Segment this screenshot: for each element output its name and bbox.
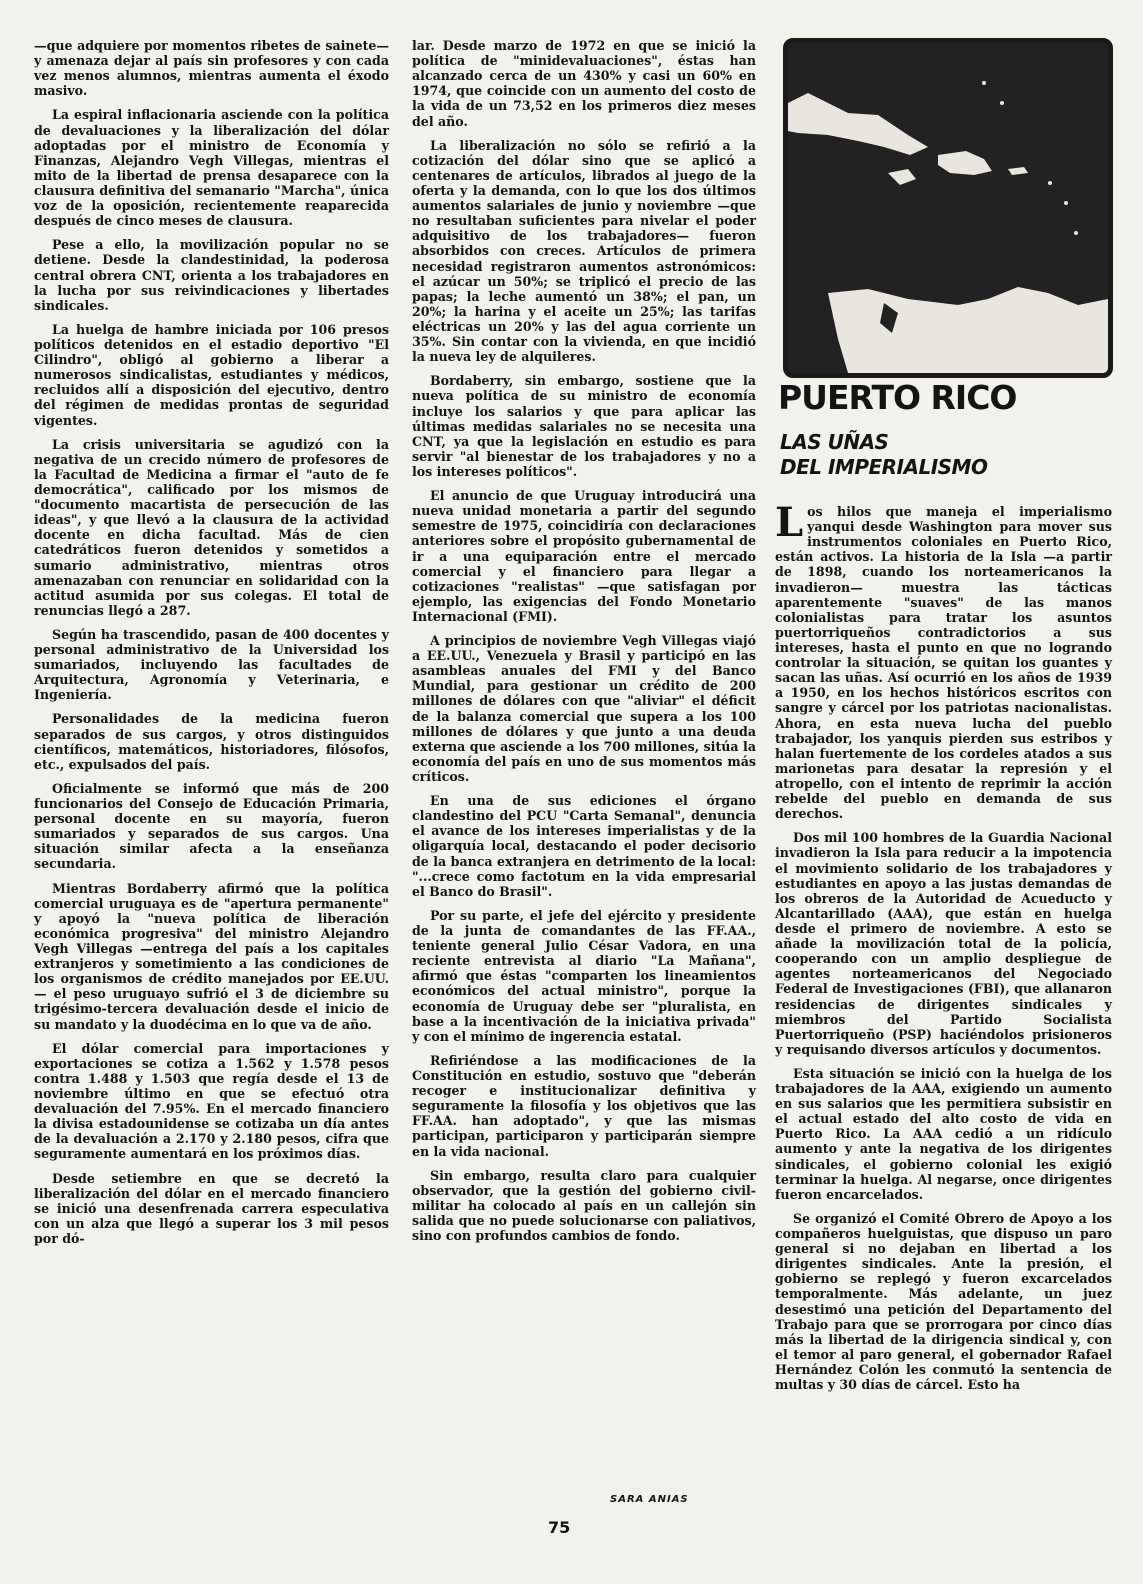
- caribbean-map-image: [783, 38, 1113, 378]
- paragraph: La crisis universitaria se agudizó con la negativa de un crecido número de profesores de la Facultad de Medicina a firmar el "auto de fe democrática", calificado por los mismos de "documento macartista de persecución de las ideas", y que llevó a la clausura de la actividad docente en dicha facultad. Más de cien catedráticos fueron detenidos y sometidos a sumario administrativo, mientras otros amenazaban con renunciar en solidaridad con la actitud asumida por sus colegas. El total de renuncias llegó a 287.: [34, 436, 389, 618]
- paragraph: La huelga de hambre iniciada por 106 presos políticos detenidos en el estadio deportivo "El Cilindro", obligó al gobierno a liberar a numerosos sindicalistas, estudiantes y médicos, recluidos allí a disposición del ejecutivo, dentro del régimen de medidas prontas de seguridad vigentes.: [34, 321, 389, 428]
- paragraph: Se organizó el Comité Obrero de Apoyo a los compañeros huelguistas, que dispuso un paro general si no dejaban en libertad a los dirigentes sindicales. Ante la presión, el gobierno se replegó y fueron excarcelados temporalmente. Más adelante, un juez desestimó una petición del Departamento del Trabajo para que se prorrogara por cinco días más la libertad de la dirigencia sindical y, con el temor al paro general, el gobernador Rafael Hernández Colón les conmutó la sentencia de multas y 30 días de cárcel. Esto ha: [775, 1210, 1112, 1393]
- paragraph: Por su parte, el jefe del ejército y presidente de la junta de comandantes de las FF.AA., teniente general Julio César Vadora, en una reciente entrevista al diario "La Mañana", afirmó que éstas "comparten los lineamientos económicos del actual ministro", porque la economía de Uruguay debe ser "pluralista, en base a la incentivación de la iniciativa privada" y con el mínimo de ingerencia estatal.: [412, 907, 756, 1044]
- paragraph: —que adquiere por momentos ribetes de sainete— y amenaza dejar al país sin profesores y con cada vez menos alumnos, mientras aumenta el éxodo masivo.: [34, 38, 389, 99]
- lead-paragraph: [775, 499, 1112, 822]
- paragraph: Esta situación se inició con la huelga de los trabajadores de la AAA, exigiendo un aumento en sus salarios que les permitiera subsistir en el actual estado del alto costo de vida en Puerto Rico. La AAA cedió a un ridículo aumento y ante la negativa de los dirigentes sindicales, el gobierno colonial les exigió terminar la huelga. Al negarse, once dirigentes fueron encarcelados.: [775, 1065, 1112, 1202]
- drop-cap: L: [775, 499, 804, 546]
- paragraph: Según ha trascendido, pasan de 400 docentes y personal administrativo de la Universidad los sumariados, incluyendo las facultades de Arquitectura, Agronomía y Veterinaria, e Ingeniería.: [34, 626, 389, 703]
- paragraph: Bordaberry, sin embargo, sostiene que la nueva política de su ministro de economía incluye los salarios y que para aplicar las últimas medidas salariales no se necesita una CNT, ya que la legislación en estudio es para servir "al bienestar de los trabajadores y no a los intereses políticos".: [412, 373, 756, 479]
- paragraph: La liberalización no sólo se refirió a la cotización del dólar sino que se aplicó a centenares de artículos, librados al juego de la oferta y la demanda, con lo que los dos últimos aumentos salariales de junio y noviembre —que no resultaban suficientes para nivelar el poder adquisitivo de los trabajadores— fueron absorbidos con creces. Artículos de primera necesidad registraron aumentos astronómicos: el azúcar un 50%; se triplicó el precio de las papas; la leche aumentó un 38%; el pan, un 20%; la harina y el aceite un 25%; las tarifas eléctricas un 20% y las del agua corriente un 35%. Sin contar con la vivienda, en que incidió la nueva ley de alquileres.: [412, 137, 756, 365]
- article-column-1: [34, 38, 389, 1255]
- paragraph: lar. Desde marzo de 1972 en que se inició la política de "minidevaluaciones", éstas han alcanzado cerca de un 430% y casi un 60% en 1974, que coincide con un aumento del costo de la vida de un 73,52 en los primeros diez meses del año.: [412, 38, 756, 129]
- subheadline: [780, 430, 1110, 480]
- subheadline-line-2: DEL IMPERIALISMO: [780, 455, 988, 479]
- paragraph: El dólar comercial para importaciones y exportaciones se cotiza a 1.562 y 1.578 pesos contra 1.488 y 1.503 que regía desde el 13 de noviembre último en que se efectuó otra devaluación del 7.95%. En el mercado financiero la divisa estadounidense se cotizaba un día antes de la devaluación a 2.170 y 2.180 pesos, cifra que seguramente aumentará en los próximos días.: [34, 1040, 389, 1162]
- article-column-3: [775, 499, 1112, 1401]
- paragraph: A principios de noviembre Vegh Villegas viajó a EE.UU., Venezuela y Brasil y participó en las asambleas anuales del FMI y del Banco Mundial, para gestionar un crédito de 200 millones de dólares con que "aliviar" el déficit de la balanza comercial que supera a los 100 millones de dólares y que junto a una deuda externa que asciende a los 700 millones, sitúa la economía del país en uno de sus momentos más críticos.: [412, 633, 756, 785]
- article-column-2: [412, 38, 756, 1252]
- subheadline-line-1: LAS UÑAS: [780, 430, 889, 454]
- paragraph: Refiriéndose a las modificaciones de la Constitución en estudio, sostuvo que "deberán recoger e institucionalizar definitiva y seguramente la filosofía y los objetivos que las FF.AA. han adoptado", y que las mismas participan, participaron y participarán siempre en la vida nacional.: [412, 1052, 756, 1159]
- paragraph: En una de sus ediciones el órgano clandestino del PCU "Carta Semanal", denuncia el avance de los intereses imperialistas y de la oligarquía local, destacando el poder decisorio de la banca extranjera en detrimento de la local: "...crece como factotum en la vida empresarial el Banco do Brasil".: [412, 793, 756, 899]
- author-signature: SARA ANIAS: [610, 1494, 689, 1505]
- lead-text: os hilos que maneja el imperialismo yanqui desde Washington para mover sus instrumentos coloniales en Puerto Rico, están activos. La historia de la Isla —a partir de 1898, cuando los norteamericanos la invadieron— muestra las tácticas aparentemente "suaves" de las manos colonialistas para tratar los asuntos puertorriqueños contradictorios a sus intereses, hasta el punto en que no logrando controlar la situación, se quitan los guantes y sacan las uñas. Así ocurrió en los años de 1939 a 1950, en los hechos históricos escritos con sangre y cárcel por los patriotas nacionalistas. Ahora, en esta nueva lucha del pueblo trabajador, los yanquis pierden sus estribos y halan fuertemente de los cordeles atados a sus marionetas para desatar la represión y el atropello, con el intento de reprimir la acción rebelde del pueblo en demanda de sus derechos.: [775, 504, 1112, 822]
- paragraph: Dos mil 100 hombres de la Guardia Nacional invadieron la Isla para reducir a la impotencia el movimiento solidario de los trabajadores y estudiantes en apoyo a las justas demandas de los obreros de la Autoridad de Acueducto y Alcantarillado (AAA), que están en huelga desde el primero de noviembre. A esto se añade la movilización total de la policía, cooperando con un amplio despliegue de agentes norteamericanos del Negociado Federal de Investigaciones (FBI), que allanaron residencias de dirigentes sindicales y miembros del Partido Socialista Puertorriqueño (PSP) haciéndolos prisioneros y requisando diversos artículos y documentos.: [775, 830, 1112, 1057]
- headline: PUERTO RICO: [778, 378, 1017, 417]
- paragraph: Mientras Bordaberry afirmó que la política comercial uruguaya es de "apertura permanente" y apoyó la "nueva política de liberación económica progresiva" del ministro Alejandro Vegh Villegas —entrega del país a los capitales extranjeros y sometimiento a las condiciones de los organismos de crédito manejados por EE.UU.— el peso uruguayo sufrió el 3 de diciembre su trigésimo-tercera devaluación desde el inicio de su mandato y la duodécima en lo que va de año.: [34, 880, 389, 1032]
- map-illustration: [788, 43, 1108, 373]
- page-number: 75: [548, 1518, 571, 1537]
- paragraph: Oficialmente se informó que más de 200 funcionarios del Consejo de Educación Primaria, personal docente en su mayoría, fueron sumariados y separados de sus cargos. Una situación similar afecta a la enseñanza secundaria.: [34, 780, 389, 872]
- paragraph: El anuncio de que Uruguay introducirá una nueva unidad monetaria a partir del segundo semestre de 1975, coincidiría con declaraciones anteriores sobre el propósito gubernamental de ir a una equiparación entre el mercado comercial y el financiero para llegar a cotizaciones "realistas" —que satisfagan por ejemplo, las exigencias del Fondo Monetario Internacional (FMI).: [412, 488, 756, 624]
- paragraph: Desde setiembre en que se decretó la liberalización del dólar en el mercado financiero se inició una desenfrenada carrera especulativa con un alza que llegó a superar los 3 mil pesos por dó-: [34, 1170, 389, 1246]
- paragraph: Personalidades de la medicina fueron separados de sus cargos, y otros distinguidos científicos, matemáticos, historiadores, filósofos, etc., expulsados del país.: [34, 711, 389, 772]
- paragraph: La espiral inflacionaria asciende con la política de devaluaciones y la liberalización del dólar adoptadas por el ministro de Economía y Finanzas, Alejandro Vegh Villegas, mientras el mito de la libertad de prensa desaparece con la clausura definitiva del semanario "Marcha", única voz de la oposición, recientemente reaparecida después de cinco meses de clausura.: [34, 107, 389, 229]
- paragraph: Sin embargo, resulta claro para cualquier observador, que la gestión del gobierno civil-militar ha colocado al país en un callejón sin salida que no puede solucionarse con paliativos, sino con profundos cambios de fondo.: [412, 1167, 756, 1244]
- paragraph: Pese a ello, la movilización popular no se detiene. Desde la clandestinidad, la poderosa central obrera CNT, orienta a los trabajadores en la lucha por sus reivindicaciones y libertades sindicales.: [34, 237, 389, 313]
